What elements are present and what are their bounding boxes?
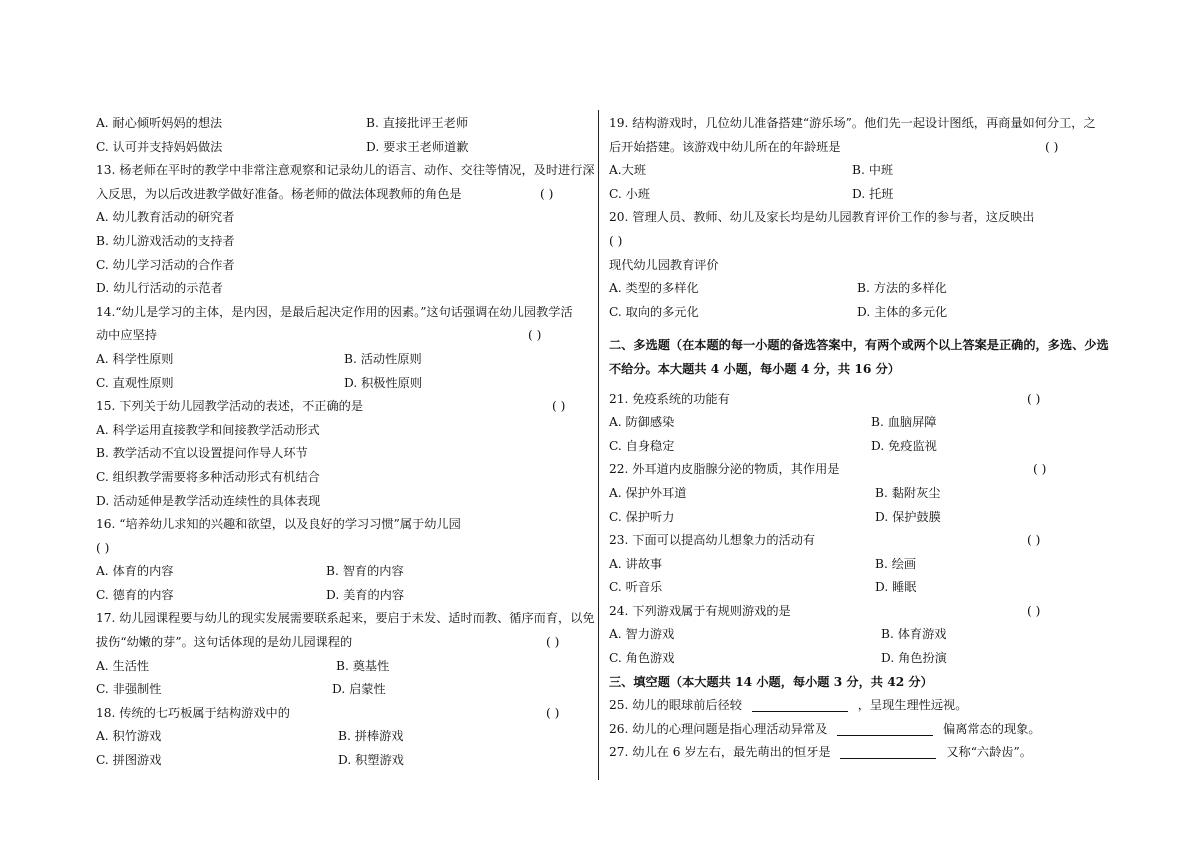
question-23-stem: 23. 下面可以提高幼儿想象力的活动有 ( ): [609, 529, 1105, 553]
answer-parentheses: ( ): [96, 540, 110, 555]
answer-parentheses: ( ): [540, 186, 554, 201]
question-19-stem-cont: 后开始搭建。该游戏中幼儿所在的年龄班是 ( ): [609, 136, 1105, 160]
question-20-stem-cont: 现代幼儿园教育评价: [609, 257, 719, 272]
option-d: D. 睡眠: [875, 580, 917, 595]
option-a: A. 保护外耳道: [609, 485, 687, 500]
question-21-options-ab: [609, 411, 1105, 435]
option-d: D. 免疫监视: [871, 438, 937, 453]
option-a: A. 幼儿教育活动的研究者: [96, 210, 235, 225]
option-c: C. 组织教学需要将多种活动形式有机结合: [96, 469, 320, 484]
option-c: C. 非强制性: [96, 682, 162, 697]
question-23-options-cd: [609, 576, 1105, 600]
question-17-stem: 17. 幼儿园课程要与幼儿的现实发展需要联系起来，要启于未发、适时而教、循序而育，以免: [96, 611, 595, 626]
answer-parentheses: ( ): [1027, 603, 1041, 618]
question-12-options-ab: [96, 112, 590, 136]
question-18-options-cd: [96, 749, 590, 773]
fill-in-blank[interactable]: [840, 744, 936, 759]
question-14-options-cd: [96, 372, 590, 396]
option-b: B. 体育游戏: [881, 627, 947, 642]
option-a: A. 科学性原则: [96, 351, 174, 366]
option-b: B. 奠基性: [336, 658, 390, 673]
option-b: B. 拼棒游戏: [338, 729, 404, 744]
question-22-options-ab: [609, 482, 1105, 506]
question-24-options-ab: [609, 623, 1105, 647]
option-d: D. 托班: [852, 186, 894, 201]
section-2-heading: 二、多选题（在本题的每一小题的备选答案中，有两个或两个以上答案是正确的，多选、少选: [609, 338, 1109, 353]
column-divider: [598, 110, 599, 780]
option-a: A. 防御感染: [609, 415, 675, 430]
option-a: A. 智力游戏: [609, 627, 675, 642]
question-18-options-ab: [96, 725, 590, 749]
option-d: D. 积极性原则: [344, 375, 423, 390]
question-14-stem-cont: 动中应坚持 ( ): [96, 324, 590, 348]
question-14-stem: 14.“幼儿是学习的主体，是内因，是最后起决定作用的因素。”这句话强调在幼儿园教学活: [96, 304, 573, 319]
answer-parentheses: ( ): [609, 233, 623, 248]
question-19-stem: 19. 结构游戏时，几位幼儿准备搭建“游乐场”。他们先一起设计图纸，再商量如何分工，之: [609, 116, 1096, 130]
option-b: B. 方法的多样化: [857, 281, 947, 296]
answer-parentheses: ( ): [1045, 139, 1059, 154]
answer-parentheses: ( ): [1027, 391, 1041, 406]
option-b: B. 血脑屏障: [871, 415, 937, 430]
question-24-stem: 24. 下列游戏属于有规则游戏的是 ( ): [609, 600, 1105, 624]
option-a: A. 科学运用直接教学和间接教学活动形式: [96, 422, 320, 437]
option-d: D. 要求王老师道歉: [366, 139, 469, 154]
option-b: B. 绘画: [875, 556, 917, 571]
option-c: C. 德育的内容: [96, 587, 174, 602]
option-d: D. 美育的内容: [326, 587, 405, 602]
question-16-options-ab: [96, 560, 590, 584]
option-d: D. 积塑游戏: [338, 753, 404, 768]
option-b: B. 黏附灰尘: [875, 485, 941, 500]
question-19-options-cd: [609, 183, 1105, 207]
option-b: B. 教学活动不宜以设置提问作导人环节: [96, 446, 308, 461]
answer-parentheses: ( ): [546, 705, 560, 720]
question-17-options-cd: [96, 678, 590, 702]
option-c: C. 认可并支持妈妈做法: [96, 139, 223, 154]
option-c: C. 拼图游戏: [96, 753, 162, 768]
question-20-options-cd: [609, 301, 1105, 325]
option-d: D. 主体的多元化: [857, 304, 948, 319]
fill-in-blank[interactable]: [752, 697, 848, 712]
option-b: B. 直接批评王老师: [366, 116, 469, 130]
option-a: A. 耐心倾听妈妈的想法: [96, 116, 223, 130]
answer-parentheses: ( ): [1033, 462, 1047, 477]
question-25: 25. 幼儿的眼球前后径较 ，呈现生理性远视。: [609, 698, 968, 713]
section-gap: [609, 324, 1105, 334]
option-c: C. 听音乐: [609, 580, 663, 595]
question-27: 27. 幼儿在 6 岁左右，最先萌出的恒牙是 又称“六龄齿”。: [609, 745, 1032, 760]
option-b: B. 幼儿游戏活动的支持者: [96, 233, 235, 248]
answer-parentheses: ( ): [1027, 533, 1041, 548]
fill-in-blank[interactable]: [837, 721, 933, 736]
question-16-stem: 16. “培养幼儿求知的兴趣和欲望，以及良好的学习习惯”属于幼儿园: [96, 517, 461, 532]
option-c: C. 自身稳定: [609, 438, 675, 453]
option-d: D. 保护鼓膜: [875, 509, 941, 524]
question-15-stem: 15. 下列关于幼儿园教学活动的表述，不正确的是 ( ): [96, 395, 590, 419]
option-b: B. 活动性原则: [344, 351, 422, 366]
option-a: A. 讲故事: [609, 556, 663, 571]
option-a: A. 类型的多样化: [609, 281, 699, 296]
question-23-options-ab: [609, 553, 1105, 577]
answer-parentheses: ( ): [546, 635, 560, 650]
question-20-options-ab: [609, 277, 1105, 301]
option-d: D. 活动延伸是教学活动连续性的具体表现: [96, 493, 321, 508]
option-b: B. 智育的内容: [326, 564, 404, 579]
option-c: C. 幼儿学习活动的合作者: [96, 257, 235, 272]
option-d: D. 幼儿行活动的示范者: [96, 281, 223, 296]
option-d: D. 角色扮演: [881, 651, 947, 666]
question-26: 26. 幼儿的心理问题是指心理活动异常及 偏离常态的现象。: [609, 721, 1041, 736]
question-20-stem: 20. 管理人员、教师、幼儿及家长均是幼儿园教育评价工作的参与者，这反映出: [609, 210, 1035, 225]
question-22-options-cd: [609, 506, 1105, 530]
answer-parentheses: ( ): [528, 328, 542, 343]
option-d: D. 启蒙性: [332, 682, 386, 697]
question-21-options-cd: [609, 435, 1105, 459]
left-column: [96, 112, 595, 773]
option-a: A. 生活性: [96, 658, 150, 673]
section-2-heading-cont: 不给分。本大题共 4 小题，每小题 4 分，共 16 分）: [609, 361, 900, 376]
option-c: C. 小班: [609, 186, 651, 201]
question-18-stem: 18. 传统的七巧板属于结构游戏中的 ( ): [96, 702, 590, 726]
option-a: A. 积竹游戏: [96, 729, 162, 744]
option-a: A. 体育的内容: [96, 564, 174, 579]
question-13-stem-cont: 入反思，为以后改进教学做好准备。杨老师的做法体现教师的角色是 ( ): [96, 183, 590, 207]
section-3-heading: 三、填空题（本大题共 14 小题，每小题 3 分，共 42 分）: [609, 674, 933, 689]
question-17-options-ab: [96, 655, 590, 679]
question-17-stem-cont: 拔伤“幼嫩的芽”。这句话体现的是幼儿园课程的 ( ): [96, 631, 590, 655]
question-21-stem: 21. 免疫系统的功能有 ( ): [609, 388, 1105, 412]
option-c: C. 角色游戏: [609, 651, 675, 666]
option-b: B. 中班: [852, 163, 894, 178]
option-c: C. 直观性原则: [96, 375, 174, 390]
question-16-options-cd: [96, 584, 590, 608]
right-column: [609, 112, 1109, 765]
question-14-options-ab: [96, 348, 590, 372]
question-19-options-ab: [609, 159, 1105, 183]
answer-parentheses: ( ): [552, 399, 566, 414]
question-24-options-cd: [609, 647, 1105, 671]
question-22-stem: 22. 外耳道内皮脂腺分泌的物质，其作用是 ( ): [609, 458, 1105, 482]
option-c: C. 保护听力: [609, 509, 675, 524]
question-13-stem: 13. 杨老师在平时的教学中非常注意观察和记录幼儿的语言、动作、交往等情况，及时进行深: [96, 163, 595, 178]
option-c: C. 取向的多元化: [609, 304, 699, 319]
option-a: A.大班: [609, 163, 647, 178]
question-12-options-cd: [96, 136, 590, 160]
